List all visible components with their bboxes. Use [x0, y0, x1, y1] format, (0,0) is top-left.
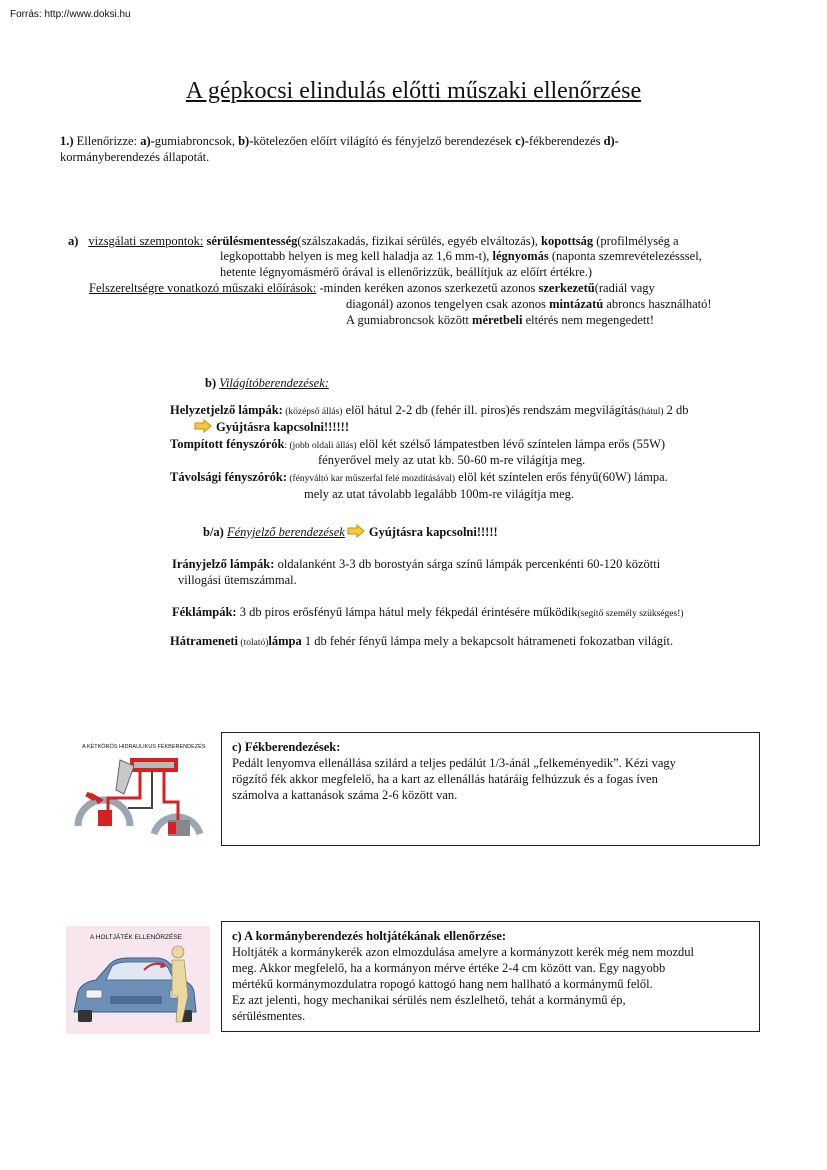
- steering-box-line-4: Ez azt jelenti, hogy mechanikai sérülés nem észlelhető, tehát a kormánymű ép,: [232, 993, 626, 1007]
- steering-box-heading: c) A kormányberendezés holtjátékának ellenőrzése:: [232, 929, 507, 943]
- section-a-req-line-1: Felszereltségre vonatkozó műszaki előírások: -minden keréken azonos szerkezetű azonos szerkezetű(radiál vagy: [89, 281, 655, 295]
- arrow-right-icon: [194, 419, 212, 433]
- dipped-beam-line-2: fényerővel mely az utat kb. 50-60 m-re világítja meg.: [318, 453, 586, 467]
- brake-figure-caption: A KÉTKÖRÖS HIDRAULIKUS FÉKBERENDEZÉS: [82, 744, 206, 750]
- intro-line-2: kormányberendezés állapotát.: [60, 150, 210, 164]
- turn-signal-line-2: villogási ütemszámmal.: [178, 573, 297, 587]
- steering-figure-caption: A HOLTJÁTÉK ELLENŐRZÉSE: [90, 934, 182, 941]
- intro-line-1: 1.) Ellenőrizze: a)-gumiabroncsok, b)-kötelezően előírt világító és fényjelző berendezések c)-fékberendezés d)-: [60, 134, 619, 148]
- brake-box-line-2: rögzítő fék akkor megfelelő, ha a kart az ellenállás határáig felhúzzuk és a fogas íven: [232, 772, 658, 786]
- turn-signal-line: Irányjelző lámpák: oldalanként 3-3 db borostyán sárga színű lámpák percenkénti 60-120 közötti: [172, 557, 661, 571]
- brake-diagram-icon: [68, 738, 208, 848]
- section-a-line-2: legkopottabb helyen is meg kell haladja az 1,6 mm-t), légnyomás (naponta szemrevételezésssel,: [220, 249, 702, 263]
- position-lamps-switch: Gyújtásra kapcsolni!!!!!!: [194, 419, 349, 435]
- source-label: Forrás: http://www.doksi.hu: [10, 9, 131, 20]
- steering-box-line-5: sérülésmentes.: [232, 1009, 306, 1023]
- section-a-req-line-3: A gumiabroncsok között méretbeli eltérés nem megengedett!: [346, 313, 655, 327]
- arrow-right-icon: [347, 524, 365, 538]
- brake-box-line-3: számolva a kattanások száma 2-6 között van.: [232, 788, 458, 802]
- steering-box-line-3: mértékű kormánymozdulatra ropogó kattogó hang nem hallható a kormánymű felől.: [232, 977, 653, 991]
- reverse-lamp-line: Hátrameneti (tolató)lámpa 1 db fehér fényű lámpa mely a bekapcsolt hátrameneti fokozatban világít.: [170, 634, 674, 648]
- car-steering-icon: [66, 926, 210, 1034]
- section-ba-heading: b/a) Fényjelző berendezések Gyújtásra kapcsolni!!!!!: [203, 525, 498, 539]
- section-a-line-1: a) vizsgálati szempontok: sérülésmentesség(szálszakadás, fizikai sérülés, egyéb elváltozás), kopottság (profilmélység a: [68, 234, 679, 248]
- section-a-line-3: hetente légnyomásmérő órával is ellenőrizzük, beállítjuk az előírt értékre.): [220, 265, 593, 279]
- steering-play-figure: [66, 926, 210, 1034]
- steering-box-line-1: Holtjáték a kormánykerék azon elmozdulása amelyre a kormányzott kerék még nem mozdul: [232, 945, 694, 959]
- high-beam-line: Távolsági fényszórók: (fényváltó kar műszerfal felé mozdításával) elöl két színtelen erős fényű(60W) lámpa.: [170, 470, 668, 484]
- brake-box-heading: c) Fékberendezések:: [232, 740, 341, 754]
- position-lamps-line: Helyzetjelző lámpák: (középső állás) elöl hátul 2-2 db (fehér ill. piros)és rendszám megvilágítás(hátul) 2 db: [170, 403, 689, 417]
- steering-info-box: [221, 921, 760, 1032]
- dipped-beam-line: Tompított fényszórók: (jobb oldali állás) elöl két szélső lámpatestben lévő színtelen lámpa erős (55W): [170, 437, 666, 451]
- brake-lamp-line: Féklámpák: 3 db piros erősfényű lámpa hátul mely fékpedál érintésére működik(segítő személy szükséges!): [172, 605, 684, 619]
- brake-system-figure: [68, 738, 208, 848]
- brake-info-box: [221, 732, 760, 846]
- section-b-heading: b) Világítóberendezések:: [205, 376, 329, 390]
- steering-box-line-2: meg. Akkor megfelelő, ha a kormányon mérve értéke 2-4 cm között van. Egy nagyobb: [232, 961, 666, 975]
- brake-box-line-1: Pedált lenyomva ellenállása szilárd a teljes pedálút 1/3-ánál „felkeményedik”. Kézi vagy: [232, 756, 676, 770]
- high-beam-line-2: mely az utat távolabb legalább 100m-re világítja meg.: [304, 487, 575, 501]
- page-title: A gépkocsi elindulás előtti műszaki ellenőrzése: [185, 78, 642, 104]
- section-a-req-line-2: diagonál) azonos tengelyen csak azonos mintázatú abroncs használható!: [346, 297, 712, 311]
